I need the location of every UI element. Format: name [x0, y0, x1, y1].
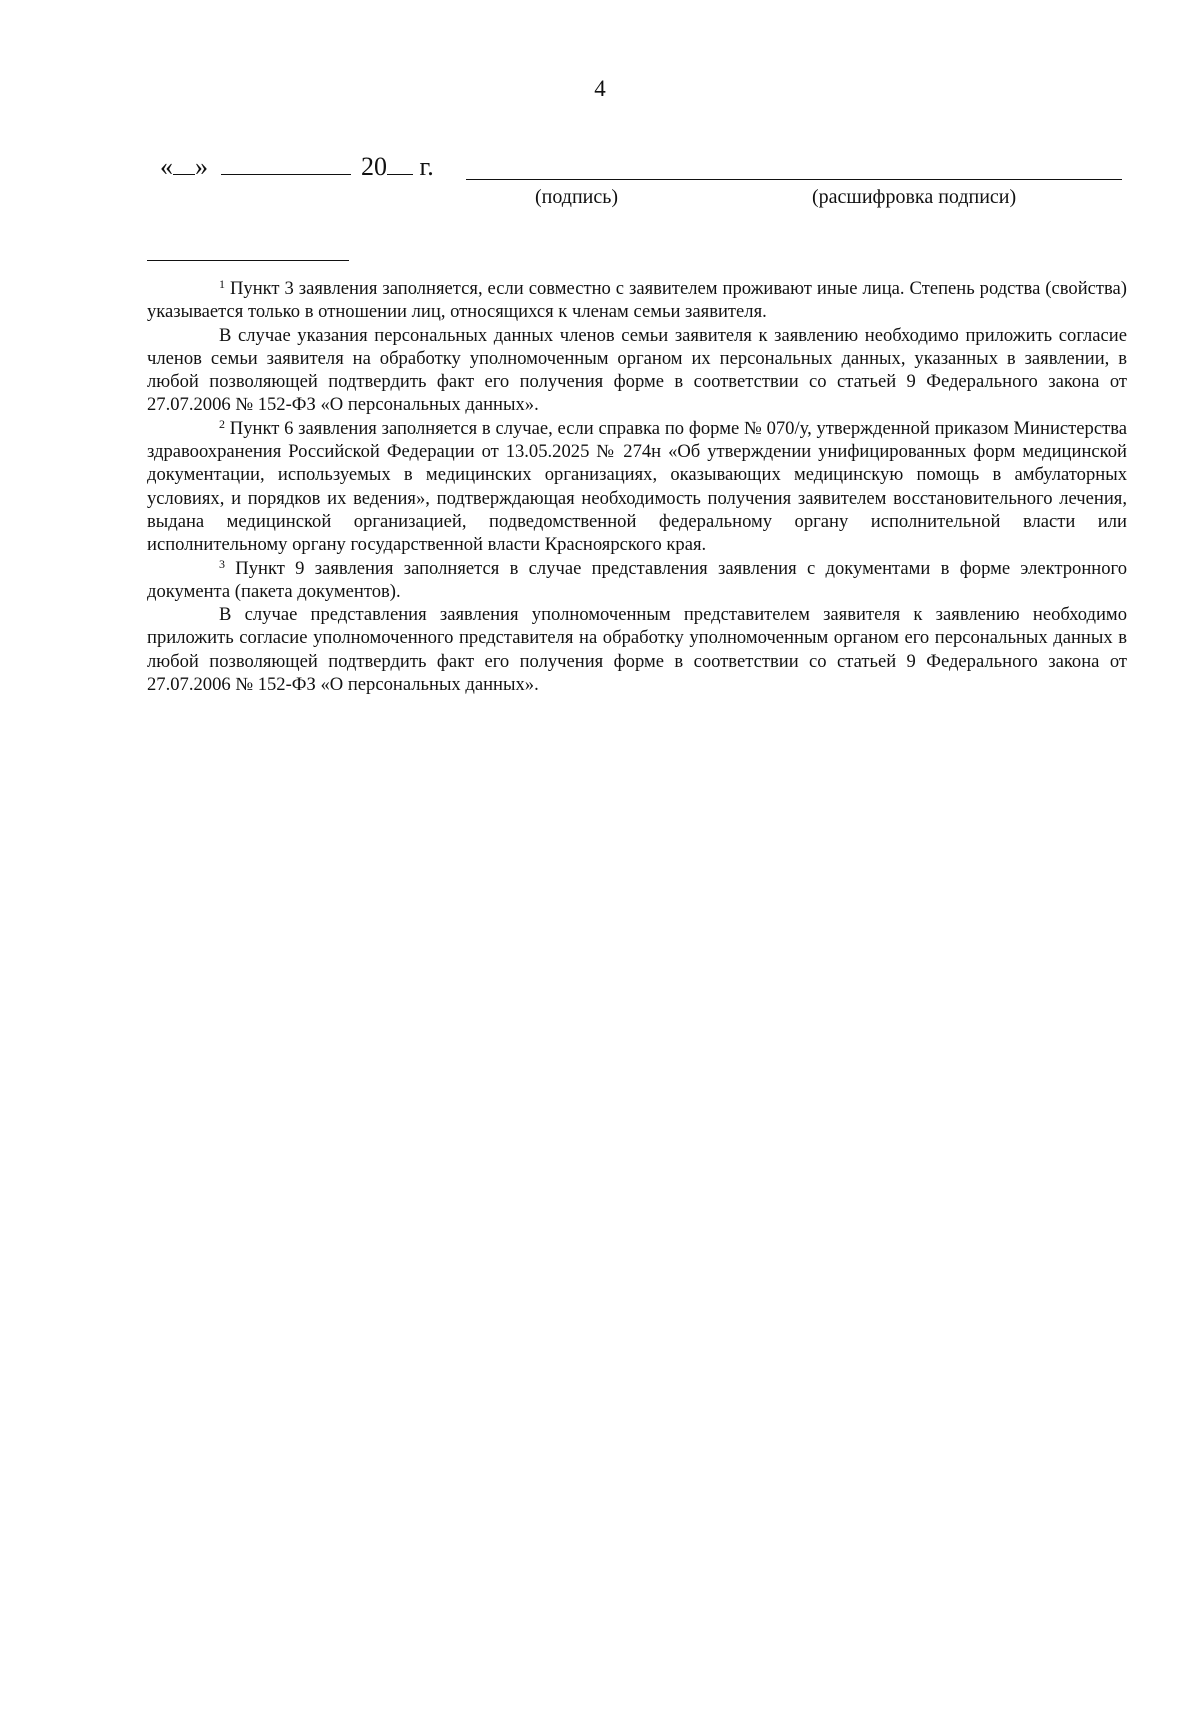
- signature-decode-caption: (расшифровка подписи): [812, 186, 1017, 208]
- footnote-marker: 3: [219, 556, 225, 571]
- signature-caption: (подпись): [535, 186, 619, 208]
- footnote-3-continuation: [147, 603, 1127, 696]
- footnote-1-continuation: [147, 324, 1127, 417]
- footnotes-section: [147, 277, 1127, 696]
- year-blank: [387, 152, 413, 175]
- page-number: 4: [594, 76, 606, 101]
- signature-date-line: [160, 152, 434, 182]
- footnote-text: В случае указания персональных данных членов семьи заявителя к заявлению необходимо приложить согласие членов семьи заявителя на обработку уполномоченным органом их персональных данных, указанных в заявлении, в любой позволяющей подтвердить факт его получения форме в соответствии со статьей 9 Федерального закона от 27.07.2006 № 152-ФЗ «О персональных данных».: [147, 324, 1127, 416]
- footnote-separator: [147, 260, 349, 261]
- signature-line: [466, 179, 1122, 180]
- close-quote: »: [195, 152, 208, 181]
- footnote-2: [147, 417, 1127, 557]
- footnote-text: Пункт 3 заявления заполняется, если совместно с заявителем проживают иные лица. Степень родства (свойства) указывается только в отношении лиц, относящихся к членам семьи заявителя.: [147, 278, 1127, 323]
- footnote-text: В случае представления заявления уполномоченным представителем заявителя к заявлению необходимо приложить согласие уполномоченного представителя на обработку уполномоченным органом его персональных данных в любой позволяющей подтвердить факт его получения форме в соответствии со статьей 9 Федерального закона от 27.07.2006 № 152-ФЗ «О персональных данных».: [147, 604, 1127, 696]
- footnote-3: [147, 557, 1127, 604]
- year-prefix: 20: [361, 152, 387, 181]
- footnote-text: Пункт 6 заявления заполняется в случае, если справка по форме № 070/у, утвержденной приказом Министерства здравоохранения Российской Федерации от 13.05.2025 № 274н «Об утверждении унифицированных форм медицинской документации, используемых в медицинских организациях, оказывающих медицинскую помощь в амбулаторных условиях, и порядков их ведения», подтверждающая необходимость получения заявителем восстановительного лечения, выдана медицинской организацией, подведомственной федеральному органу исполнительной власти или исполнительному органу государственной власти Красноярского края.: [147, 417, 1127, 556]
- footnote-text: Пункт 9 заявления заполняется в случае представления заявления с документами в форме электронного документа (пакета документов).: [147, 557, 1127, 602]
- year-suffix: г.: [419, 152, 434, 181]
- footnote-1: [147, 277, 1127, 324]
- month-blank: [221, 152, 351, 175]
- footnote-marker: 1: [219, 277, 225, 291]
- day-blank: [173, 152, 195, 175]
- open-quote: «: [160, 152, 173, 181]
- footnote-marker: 2: [219, 416, 225, 431]
